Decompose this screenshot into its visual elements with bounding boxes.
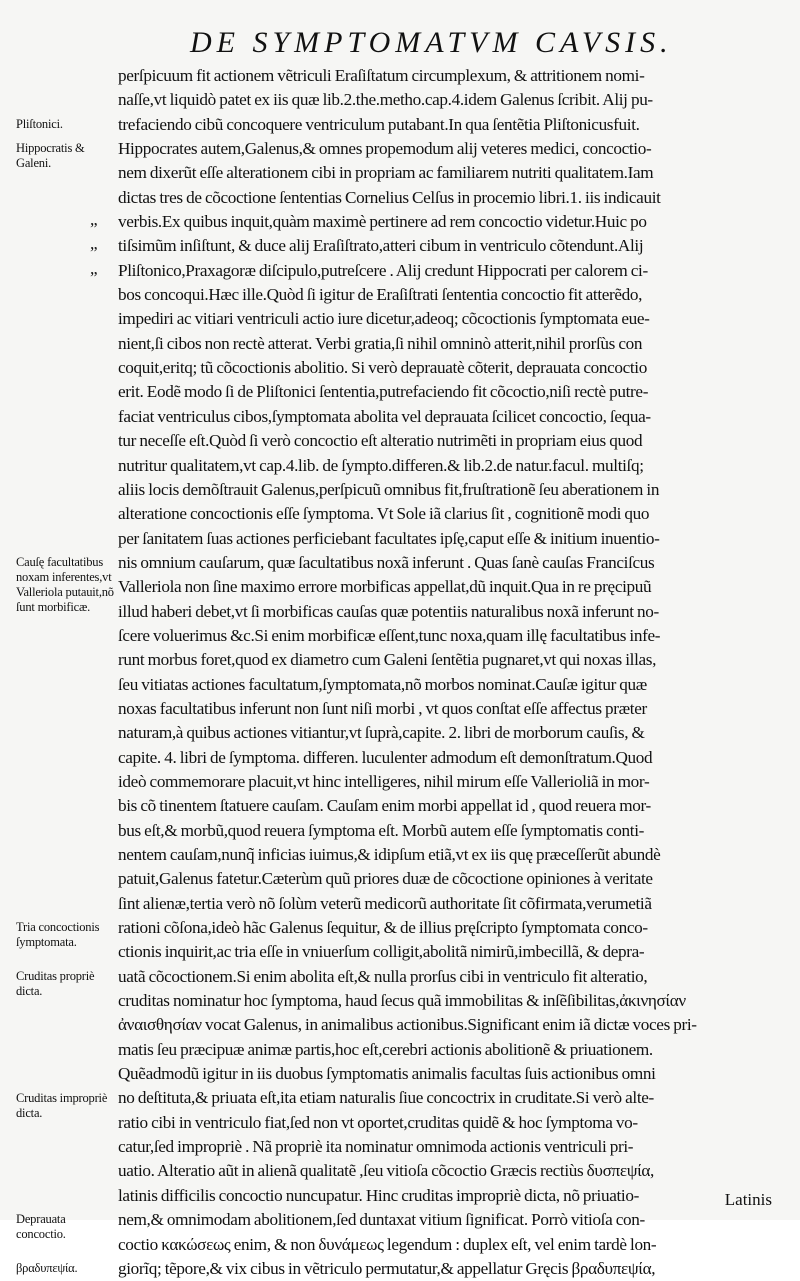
- catchword: Latinis: [724, 1190, 772, 1209]
- text-line: tur neceſſe eſt.Quòd ſi verò concoctio eſt alteratio nutrimẽti in propriam eius quod: [118, 431, 643, 451]
- text-line: ſint alienæ,tertia verò nõ ſolùm veterũ medicorũ authoritate ſit cõfirmata,verumetiã: [118, 893, 652, 913]
- margin-note: Cruditas propriè dicta.: [16, 968, 95, 998]
- text-line: nem,& omnimodam abolitionem,ſed duntaxat vitium ſignificat. Porrò vitioſa con-: [118, 1210, 645, 1230]
- text-line: perſpicuum fit actionem vẽtriculi Eraſiſtatum circumplexum, & attritionem nomi-: [118, 66, 645, 85]
- text-line: ſcere voluerimus &c.Si enim morbificæ eſſent,tunc noxa,quam illę facultatibus infe-: [118, 625, 661, 645]
- text-line: verbis.Ex quibus inquit,quàm maximè pertinere ad rem concoctio videtur.Huic po: [118, 212, 647, 232]
- text-line: capite. 4. libri de ſymptoma. differen. luculenter admodum eſt demonſtratum.Quod: [118, 747, 653, 767]
- text-line: noxas facultatibus inferunt non ſunt niſi morbi , vt quos conſtat eſſe affectus præter: [118, 698, 647, 718]
- text-line: rationi cõſona,ideò hãc Galenus ſequitur, & de illius pręſcripto ſymptomata conco-: [118, 918, 648, 938]
- text-line: nient,ſi cibos non rectè atterat. Verbi gratia,ſi nihil omninò atterit,nihil prorſùs con: [118, 333, 643, 353]
- main-text-block: [118, 64, 778, 1281]
- margin-note: Deprauata concoctio.: [16, 1212, 66, 1242]
- text-line: dictas tres de cõcoctione ſententias Cornelius Celſus in procemio libri.1. iis indicauit: [118, 187, 661, 207]
- text-line: impediri ac vitiari ventriculi actio iure dicetur,adeoq; cõcoctionis ſymptomata eue-: [118, 309, 650, 329]
- text-line: naturam,à quibus actiones vitiantur,vt ſuprà,capite. 2. libri de morborum cauſis, &: [118, 723, 645, 743]
- margin-note: Cauſę facultatibus noxam inferentes,vt Valleriola putauit,nõ ſunt morbificæ.: [16, 555, 114, 614]
- text-line: per ſanitatem ſuas actiones perficiebant facultates ipſę,caput eſſe & initium inuentio-: [118, 528, 660, 548]
- text-line: aliis locis demõſtrauit Galenus,perſpicuũ omnibus fit,fruſtrationẽ ſeu aberationem in: [118, 479, 660, 499]
- text-line: ideò commemorare placuit,vt hinc intelligeres, nihil mirum eſſe Vallerioliã in mor-: [118, 771, 650, 791]
- text-line: erit. Eodẽ modo ſi de Pliſtonici ſententia,putrefaciendo fit cõcoctio,niſi rectè putre-: [118, 382, 649, 402]
- quotation-mark: „: [90, 258, 98, 278]
- text-line: cruditas nominatur hoc ſymptoma, haud ſecus quã immobilitas & inſẽſibilitas,ἀκινησίαν: [118, 991, 686, 1011]
- text-line: trefaciendo cibũ concoquere ventriculum putabant.In qua ſentẽtia Pliſtonicusfuit.: [118, 114, 640, 134]
- text-line: latinis difficilis concoctio nuncupatur. Hinc cruditas impropriè dicta, nõ priuatio-: [118, 1185, 639, 1205]
- text-line: faciat ventriculus cibos,ſymptomata abolita vel deprauata ſcilicet concoctio, ſequa-: [118, 406, 651, 426]
- margin-note: Hippocratis & Galeni.: [16, 141, 85, 171]
- text-line: tiſsimũm inſiſtunt, & duce alij Eraſiſtrato,atteri cibum in ventriculo cõtendunt.Alij: [118, 236, 644, 256]
- text-line: ctionis inquirit,ac tria eſſe in vniuerſum colligit,abolitã nimirũ,imbecillã, & depra-: [118, 942, 645, 962]
- text-line: nem dixerũt eſſe alterationem cibi in propriam ac familiarem nutriti qualitatem.Iam: [118, 163, 654, 183]
- text-line: matis ſeu præcipuæ animæ partis,hoc eſt,cerebri actionis abolitionẽ & priuationem.: [118, 1039, 653, 1059]
- text-line: ſeu vitiatas actiones facultatum,ſymptomata,nõ morbos nominat.Cauſæ igitur quæ: [118, 674, 647, 694]
- running-header: DE SYMPTOMATVM CAVSIS.: [190, 26, 673, 59]
- margin-note: Tria concoctionis ſymptomata.: [16, 920, 100, 950]
- text-line: runt morbus foret,quod ex diametro cum Galeni ſentẽtia pugnaret,vt qui noxas illas,: [118, 650, 657, 670]
- quotation-mark: „: [90, 210, 98, 230]
- text-line: nutritur qualitatem,vt cap.4.lib. de ſympto.differen.& lib.2.de natur.facul. multiſq;: [118, 455, 644, 475]
- text-line: bus eſt,& morbũ,quod reuera ſymptoma eſt. Morbũ autem eſſe ſymptomatis conti-: [118, 820, 645, 840]
- text-line: bos concoqui.Hæc ille.Quòd ſi igitur de Eraſiſtrati ſententia concoctio fit atterẽdo,: [118, 285, 643, 305]
- text-line: no deſtituta,& priuata eſt,ita etiam naturalis ſiue concoctrix in cruditate.Si verò alte-: [118, 1088, 654, 1108]
- text-line: alteratione concoctionis eſſe ſymptoma. Vt Sole iã clarius ſit , cognitionẽ modi quo: [118, 504, 650, 524]
- text-line: Pliſtonico,Praxagoræ diſcipulo,putreſcere . Alij credunt Hippocrati per calorem ci-: [118, 260, 648, 280]
- margin-note: Cruditas impropriè dicta.: [16, 1090, 108, 1120]
- margin-note: Pliſtonici.: [16, 116, 63, 131]
- text-line: uatio. Alteratio aũt in alienã qualitatẽ ,ſeu vitioſa cõcoctio Græcis rectiùs δυσπεψία,: [118, 1161, 654, 1181]
- text-line: bis cõ tinentem ſtatuere cauſam. Cauſam enim morbi appellat id , quod reuera mor-: [118, 796, 651, 816]
- margin-note: βραδυπεψία.: [16, 1261, 78, 1276]
- text-line: Quẽadmodũ igitur in iis duobus ſymptomatis animalis facultas ſuis actionibus omni: [118, 1064, 656, 1084]
- text-line: coctio κακώσεως enim, & non δυνάμεως legendum : duplex eſt, vel enim tardè lon-: [118, 1234, 657, 1254]
- text-line: uatã cõcoctionem.Si enim abolita eſt,& nulla prorſus cibi in ventriculo fit alteratio,: [118, 966, 648, 986]
- text-line: giorĩq; tẽpore,& vix cibus in vẽtriculo permutatur,& appellatur Gręcis βραδυπεψία,: [118, 1258, 656, 1278]
- text-line: Valleriola non ſine maximo errore morbificas appellat,dũ inquit.Qua in re pręcipuũ: [118, 577, 652, 597]
- text-line: illud haberi debet,vt ſi morbificas cauſas quæ potentiis naturalibus noxã inferunt no-: [118, 601, 659, 621]
- text-line: nis omnium cauſarum, quæ ſacultatibus noxã inferunt . Quas ſanè cauſas Franciſcus: [118, 552, 655, 572]
- quotation-mark: „: [90, 234, 98, 254]
- text-line: ἀναισθησίαν vocat Galenus, in animalibus actionibus.Significant enim iã dictæ voces pri-: [118, 1015, 697, 1035]
- text-line: catur,ſed impropriè . Nã propriè ita nominatur omnimoda actionis ventriculi pri-: [118, 1137, 634, 1157]
- text-line: coquit,eritq; tũ cõcoctionis abolitio. Si verò deprauatè cõterit, deprauata concoctio: [118, 358, 647, 378]
- text-line: Hippocrates autem,Galenus,& omnes propemodum alij veteres medici, concoctio-: [118, 139, 652, 159]
- text-line: nentem cauſam,nunq̃ inficias iuimus,& idipſum etiã,vt ex iis quę præceſſerũt abundè: [118, 845, 661, 864]
- text-line: ratio cibi in ventriculo fiat,ſed non vt oportet,cruditas quidẽ & hoc ſymptoma vo-: [118, 1112, 638, 1132]
- text-line: patuit,Galenus fatetur.Cæterùm quũ priores duæ de cõcoctione opiniones à veritate: [118, 869, 653, 889]
- text-line: naſſe,vt liquidò patet ex iis quæ lib.2.the.metho.cap.4.idem Galenus ſcribit. Alij pu-: [118, 90, 653, 110]
